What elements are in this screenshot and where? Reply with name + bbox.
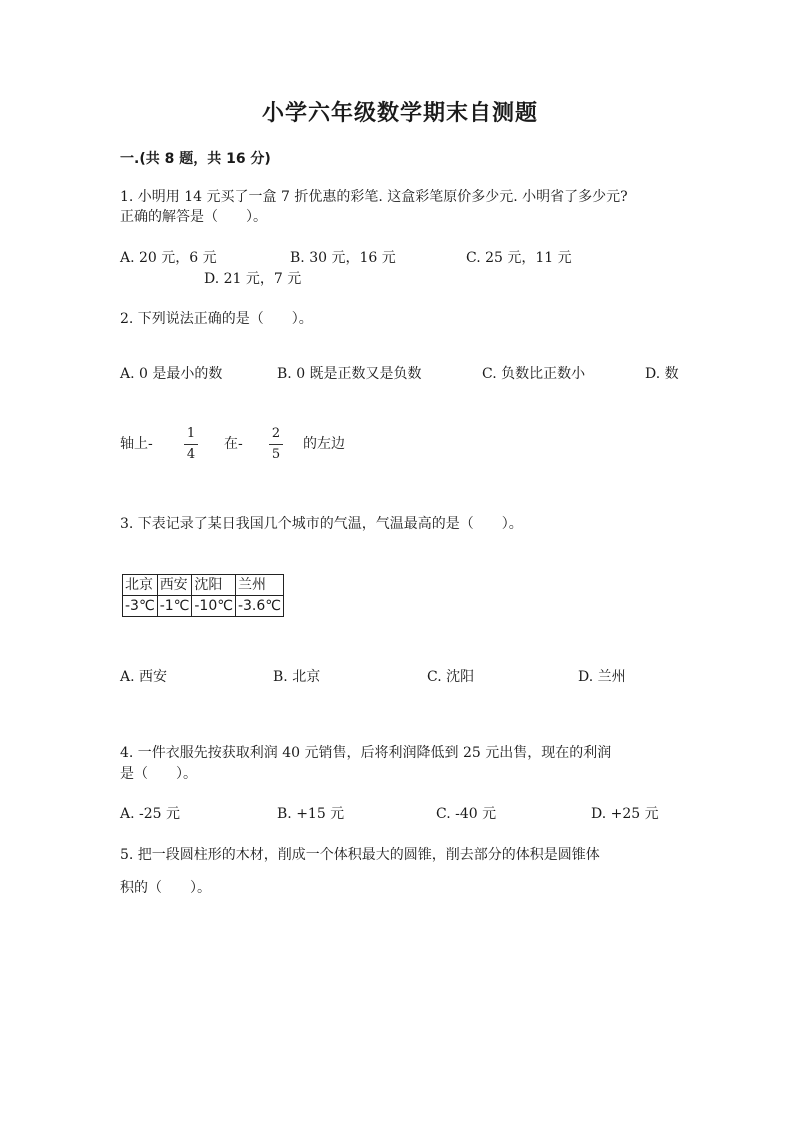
question-4-option-d[interactable]: D. +25 元: [591, 806, 659, 822]
question-1-option-a[interactable]: A. 20 元，6 元: [120, 250, 217, 266]
question-3-option-c[interactable]: C. 沈阳: [427, 669, 475, 685]
page-title: 小学六年级数学期末自测题: [261, 101, 538, 126]
question-3-stem: 3. 下表记录了某日我国几个城市的气温，气温最高的是（ ）。: [120, 516, 523, 532]
fraction-bar: [269, 444, 283, 445]
question-4-option-a[interactable]: A. -25 元: [120, 806, 181, 822]
table-cell: 西安: [157, 575, 192, 596]
table-cell: -3℃: [123, 596, 158, 617]
question-1-option-d[interactable]: D. 21 元，7 元: [204, 271, 302, 287]
question-1-stem-line2: 正确的解答是（ ）。: [120, 209, 267, 225]
question-4-option-c[interactable]: C. -40 元: [436, 806, 497, 822]
question-5-stem-line2: 积的（ ）。: [120, 880, 211, 896]
table-cell: 沈阳: [192, 575, 236, 596]
question-2-option-c[interactable]: C. 负数比正数小: [482, 366, 586, 382]
question-5-stem-line1: 5. 把一段圆柱形的木材，削成一个体积最大的圆锥，削去部分的体积是圆锥体: [120, 847, 600, 863]
table-cell: -10℃: [192, 596, 236, 617]
table-row-header: [123, 575, 284, 596]
table-cell: 北京: [123, 575, 158, 596]
question-2-option-d-prefix: 轴上-: [120, 436, 153, 452]
fraction-denominator: 5: [271, 447, 281, 462]
table-cell: -3.6℃: [235, 596, 283, 617]
question-3-option-a[interactable]: A. 西安: [120, 669, 168, 685]
question-3-option-d[interactable]: D. 兰州: [578, 669, 626, 685]
table-cell: 兰州: [235, 575, 283, 596]
question-2-option-a[interactable]: A. 0 是最小的数: [120, 366, 223, 382]
question-1-option-b[interactable]: B. 30 元，16 元: [290, 250, 396, 266]
question-4-option-b[interactable]: B. +15 元: [277, 806, 345, 822]
question-3-option-b[interactable]: B. 北京: [273, 669, 321, 685]
temperature-table: [122, 574, 284, 617]
fraction-denominator: 4: [186, 447, 196, 462]
fraction-one-quarter: [184, 426, 198, 463]
table-row-values: [123, 596, 284, 617]
fraction-numerator: 2: [271, 426, 281, 441]
question-4-stem-line1: 4. 一件衣服先按获取利润 40 元销售，后将利润降低到 25 元出售，现在的利润: [120, 745, 612, 761]
section-heading: 一.(共 8 题，共 16 分): [120, 151, 271, 167]
question-2-option-b[interactable]: B. 0 既是正数又是负数: [277, 366, 422, 382]
question-4-stem-line2: 是（ ）。: [120, 766, 197, 782]
question-2-stem: 2. 下列说法正确的是（ ）。: [120, 311, 313, 327]
fraction-numerator: 1: [186, 426, 196, 441]
question-2-option-d-suffix: 的左边: [303, 436, 345, 452]
question-2-option-d[interactable]: D. 数: [645, 366, 679, 382]
fraction-bar: [184, 444, 198, 445]
question-1-option-c[interactable]: C. 25 元，11 元: [466, 250, 572, 266]
fraction-two-fifths: [269, 426, 283, 463]
question-2-option-d-middle: 在-: [224, 436, 243, 452]
table-cell: -1℃: [157, 596, 192, 617]
question-1-stem-line1: 1. 小明用 14 元买了一盒 7 折优惠的彩笔. 这盒彩笔原价多少元. 小明省了多少元?: [120, 189, 628, 205]
